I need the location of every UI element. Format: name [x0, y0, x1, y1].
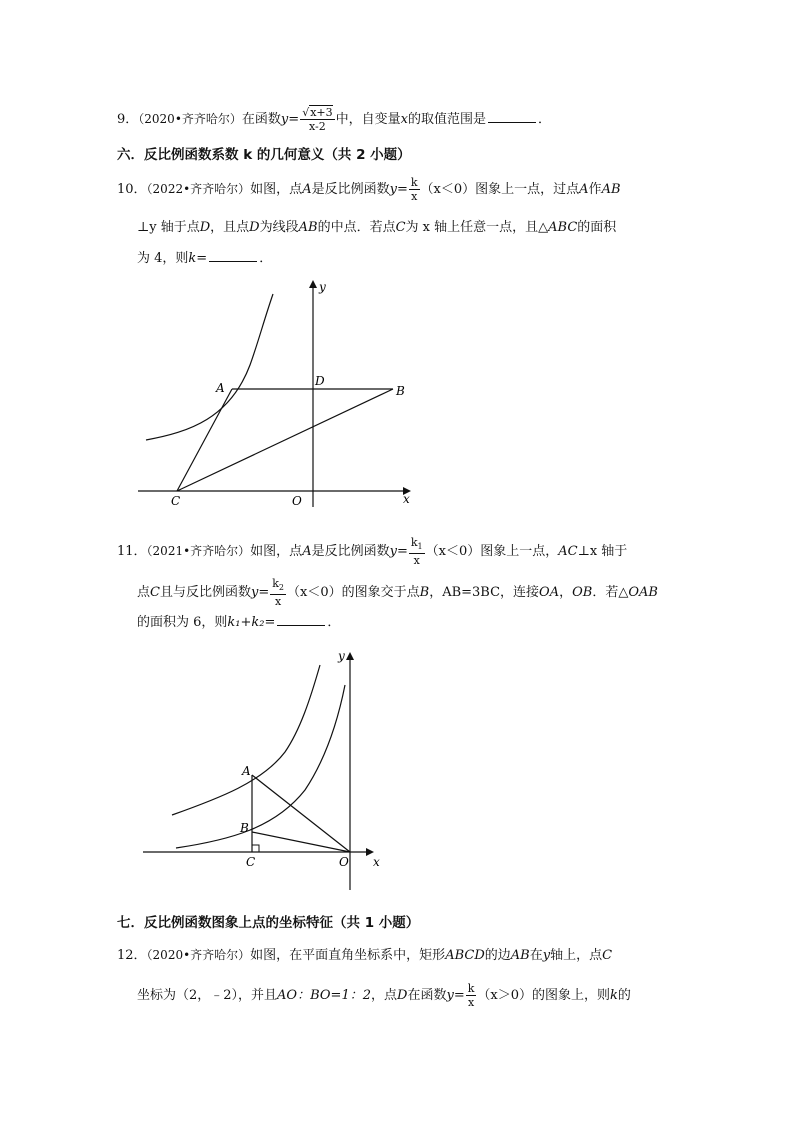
- label-a: A: [242, 764, 251, 778]
- segment-oa: [252, 775, 350, 852]
- label-x: x: [403, 492, 410, 506]
- answer-blank: [277, 613, 325, 626]
- label-o: O: [292, 494, 302, 508]
- label-b: B: [240, 821, 249, 835]
- label-c: C: [171, 494, 181, 508]
- question-10-line-2: ⊥y 轴于点D，且点D为线段AB的中点．若点C为 x 轴上任意一点，且△ABC的面积: [137, 220, 617, 235]
- label-x: x: [373, 855, 380, 869]
- fraction: $\frac{k_1}{x}$: [410, 536, 423, 568]
- question-10-line-1: 10．（2022•齐齐哈尔）如图，点A是反比例函数y= $\frac{k}{x}$ （x＜0）图象上一点，过点A作AB: [117, 176, 621, 203]
- answer-blank: [488, 110, 536, 123]
- section-heading-7: 七．反比例函数图象上点的坐标特征（共 1 小题）: [117, 915, 420, 931]
- label-y: y: [338, 649, 345, 663]
- segment-ac: [177, 389, 232, 491]
- question-10-line-3: 为 4，则k= ．: [137, 251, 273, 266]
- question-11-line-2: 点C且与反比例函数y= $\frac{k_2}{x}$ （x＜0）的图象交于点B，AB=3BC，连接OA，OB．若△OAB: [137, 577, 658, 609]
- figure-q11: [0, 640, 794, 890]
- y-axis-arrow: [309, 280, 317, 288]
- question-9: 9．（2020•齐齐哈尔）在函数y= $\frac{√x+3}{x-2}$ 中，自变量x的取值范围是 ．: [117, 106, 552, 133]
- label-o: O: [339, 855, 349, 869]
- label-c: C: [246, 855, 256, 869]
- segment-bc: [177, 389, 393, 491]
- label-d: D: [315, 374, 325, 388]
- question-12-line-1: 12．（2020•齐齐哈尔）如图，在平面直角坐标系中，矩形ABCD的边AB在y轴上，点C: [117, 948, 613, 963]
- curve-k2: [176, 685, 345, 848]
- hyperbola-branch: [146, 294, 273, 440]
- section-heading-6: 六．反比例函数系数 k 的几何意义（共 2 小题）: [117, 147, 411, 163]
- curve-k1: [172, 665, 320, 815]
- figure-q10: [0, 275, 794, 515]
- question-11-line-3: 的面积为 6，则k₁+k₂= ．: [137, 615, 341, 630]
- answer-blank: [209, 249, 257, 262]
- label-y: y: [319, 280, 326, 294]
- right-angle-mark: [252, 845, 259, 852]
- question-11-line-1: 11．（2021•齐齐哈尔）如图，点A是反比例函数y= $\frac{k_1}{x}$ （x＜0）图象上一点，AC⊥x 轴于: [117, 536, 628, 568]
- fraction: $\frac{√x+3}{x-2}$: [302, 106, 333, 133]
- segment-ob: [252, 832, 350, 852]
- y-axis-arrow: [346, 652, 354, 660]
- fraction: $\frac{k}{x}$: [467, 982, 475, 1009]
- fraction: $\frac{k}{x}$: [410, 176, 418, 203]
- label-b: B: [396, 384, 405, 398]
- fraction: $\frac{k_2}{x}$: [272, 577, 285, 609]
- question-12-line-2: 坐标为（2，﹣2），并且AO：BO=1：2，点D在函数y= $\frac{k}{x}$ （x＞0）的图象上，则k的: [137, 982, 631, 1009]
- label-a: A: [216, 381, 225, 395]
